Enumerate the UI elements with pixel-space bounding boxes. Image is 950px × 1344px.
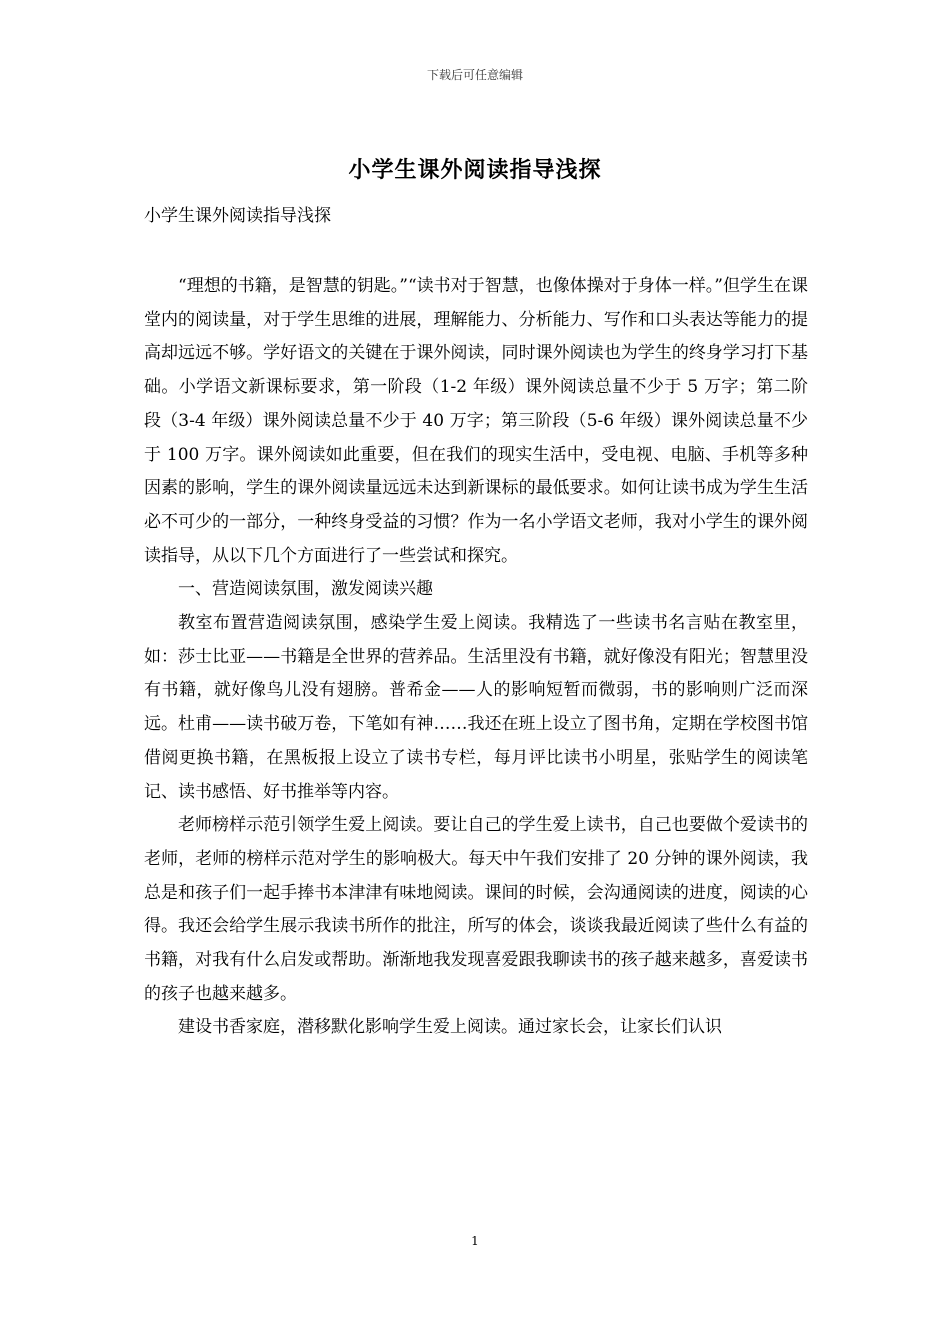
- document-body: [144, 270, 808, 1045]
- document-subtitle: 小学生课外阅读指导浅探: [144, 206, 331, 226]
- paragraph-classroom: 教室布置营造阅读氛围，感染学生爱上阅读。我精选了一些读书名言贴在教室里，如：莎士比亚——书籍是全世界的营养品。生活里没有书籍，就好像没有阳光；智慧里没有书籍，就好像鸟儿没有翅膀。普希金——人的影响短暂而微弱，书的影响则广泛而深远。杜甫——读书破万卷，下笔如有神……我还在班上设立了图书角，定期在学校图书馆借阅更换书籍，在黑板报上设立了读书专栏，每月评比读书小明星，张贴学生的阅读笔记、读书感悟、好书推举等内容。: [144, 613, 808, 802]
- section-heading: 一、营造阅读氛围，激发阅读兴趣: [178, 579, 433, 600]
- paragraph-family: 建设书香家庭，潜移默化影响学生爱上阅读。通过家长会，让家长们认识: [178, 1017, 722, 1038]
- header-note: 下载后可任意编辑: [426, 68, 523, 82]
- page-number: 1: [471, 1234, 479, 1248]
- page-title: 小学生课外阅读指导浅探: [348, 157, 602, 183]
- paragraph-intro: “理想的书籍，是智慧的钥匙。”“读书对于智慧，也像体操对于身体一样。”但学生在课堂内的阅读量，对于学生思维的进展，理解能力、分析能力、写作和口头表达等能力的提高却远远不够。学好语文的关键在于课外阅读，同时课外阅读也为学生的终身学习打下基础。小学语文新课标要求，第一阶段（1-2 年级）课外阅读总量不少于 5 万字；第二阶段（3-4 年级）课外阅读总量不少于 40 万字；第三阶段（5-6 年级）课外阅读总量不少于 100 万字。课外阅读如此重要，但在我们的现实生活中，受电视、电脑、手机等多种因素的影响，学生的课外阅读量远远未达到新课标的最低要求。如何让读书成为学生生活必不可少的一部分，一种终身受益的习惯？作为一名小学语文老师，我对小学生的课外阅读指导，从以下几个方面进行了一些尝试和探究。: [144, 276, 808, 566]
- paragraph-teacher: 老师榜样示范引领学生爱上阅读。要让自己的学生爱上读书，自己也要做个爱读书的老师，老师的榜样示范对学生的影响极大。每天中午我们安排了 20 分钟的课外阅读，我总是和孩子们一起手捧书本津津有味地阅读。课间的时候，会沟通阅读的进度，阅读的心得。我还会给学生展示我读书所作的批注，所写的体会，谈谈我最近阅读了些什么有益的书籍，对我有什么启发或帮助。渐渐地我发现喜爱跟我聊读书的孩子越来越多，喜爱读书的孩子也越来越多。: [144, 815, 808, 1004]
